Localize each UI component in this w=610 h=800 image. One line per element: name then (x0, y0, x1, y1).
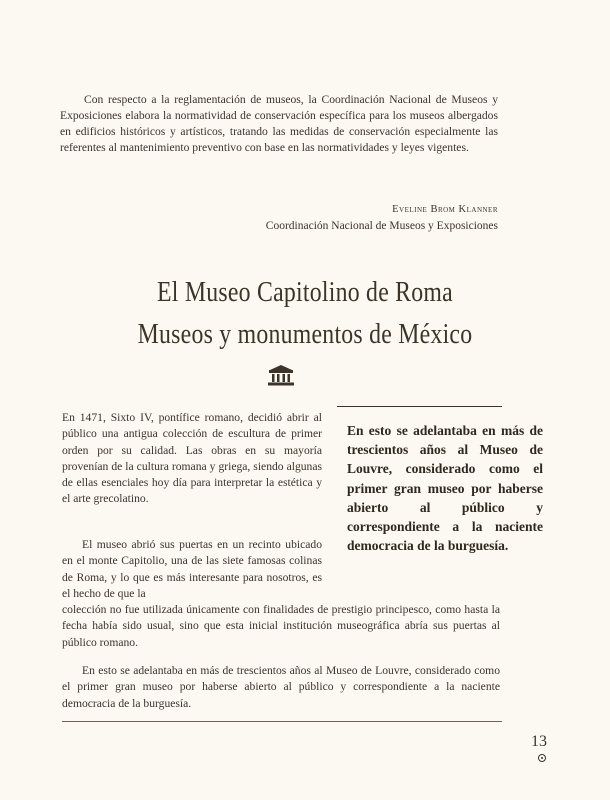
body-paragraph-3: En esto se adelantaba en más de trescientos años al Museo de Louvre, considerado como el primer gran museo por haberse abierto al público y correspondiente a la naciente democracia de la burguesía. (62, 664, 500, 710)
author-name: Eveline Brom Klanner (392, 204, 498, 215)
page-number: 13 (531, 733, 547, 750)
body-paragraph-1: En 1471, Sixto IV, pontífice romano, decidió abrir al público una antigua colección de escultura de primer orden por su calidad. Las obras en su mayoría provenían de la cultura romana y griega, siendo algunas de ellas esenciales hoy día para interpretar la estética y el arte grecolatino. (62, 411, 322, 506)
intro-paragraph: Con respecto a la reglamentación de museos, la Coordinación Nacional de Museos y Exposiciones elabora la normatividad de conservación específica para los museos albergados en edificios históricos y artísticos, tratando las medidas de conservación especialmente las referentes al mantenimiento preventivo con base en las normatividades y leyes vigentes. (60, 93, 498, 154)
body-paragraph-2-start: El museo abrió sus puertas en un recinto ubicado en el monte Capitolio, una de las siete famosas colinas de Roma, y lo que es más interesante para nosotros, es el hecho de que la (62, 538, 322, 600)
article-title: El Museo Capitolino de Roma (157, 276, 453, 308)
page-ornament-icon (538, 754, 546, 762)
pullquote-rule (337, 406, 502, 407)
footer-rule (62, 721, 502, 722)
temple-emblem-icon (266, 363, 296, 387)
author-institution: Coordinación Nacional de Museos y Exposiciones (265, 220, 498, 232)
signature-block (266, 202, 498, 234)
pull-quote: En esto se adelantaba en más de trescientos años al Museo de Louvre, considerado como el primer gran museo por haberse abierto al público y correspondiente a la naciente democracia de la burguesía. (347, 423, 543, 554)
article-subtitle: Museos y monumentos de México (137, 318, 473, 350)
body-paragraph-2-end: colección no fue utilizada únicamente con finalidades de prestigio principesco, como hasta la fecha había sido usual, sino que esta inicial institución museográfica abría sus puertas al público romano. (62, 603, 500, 649)
